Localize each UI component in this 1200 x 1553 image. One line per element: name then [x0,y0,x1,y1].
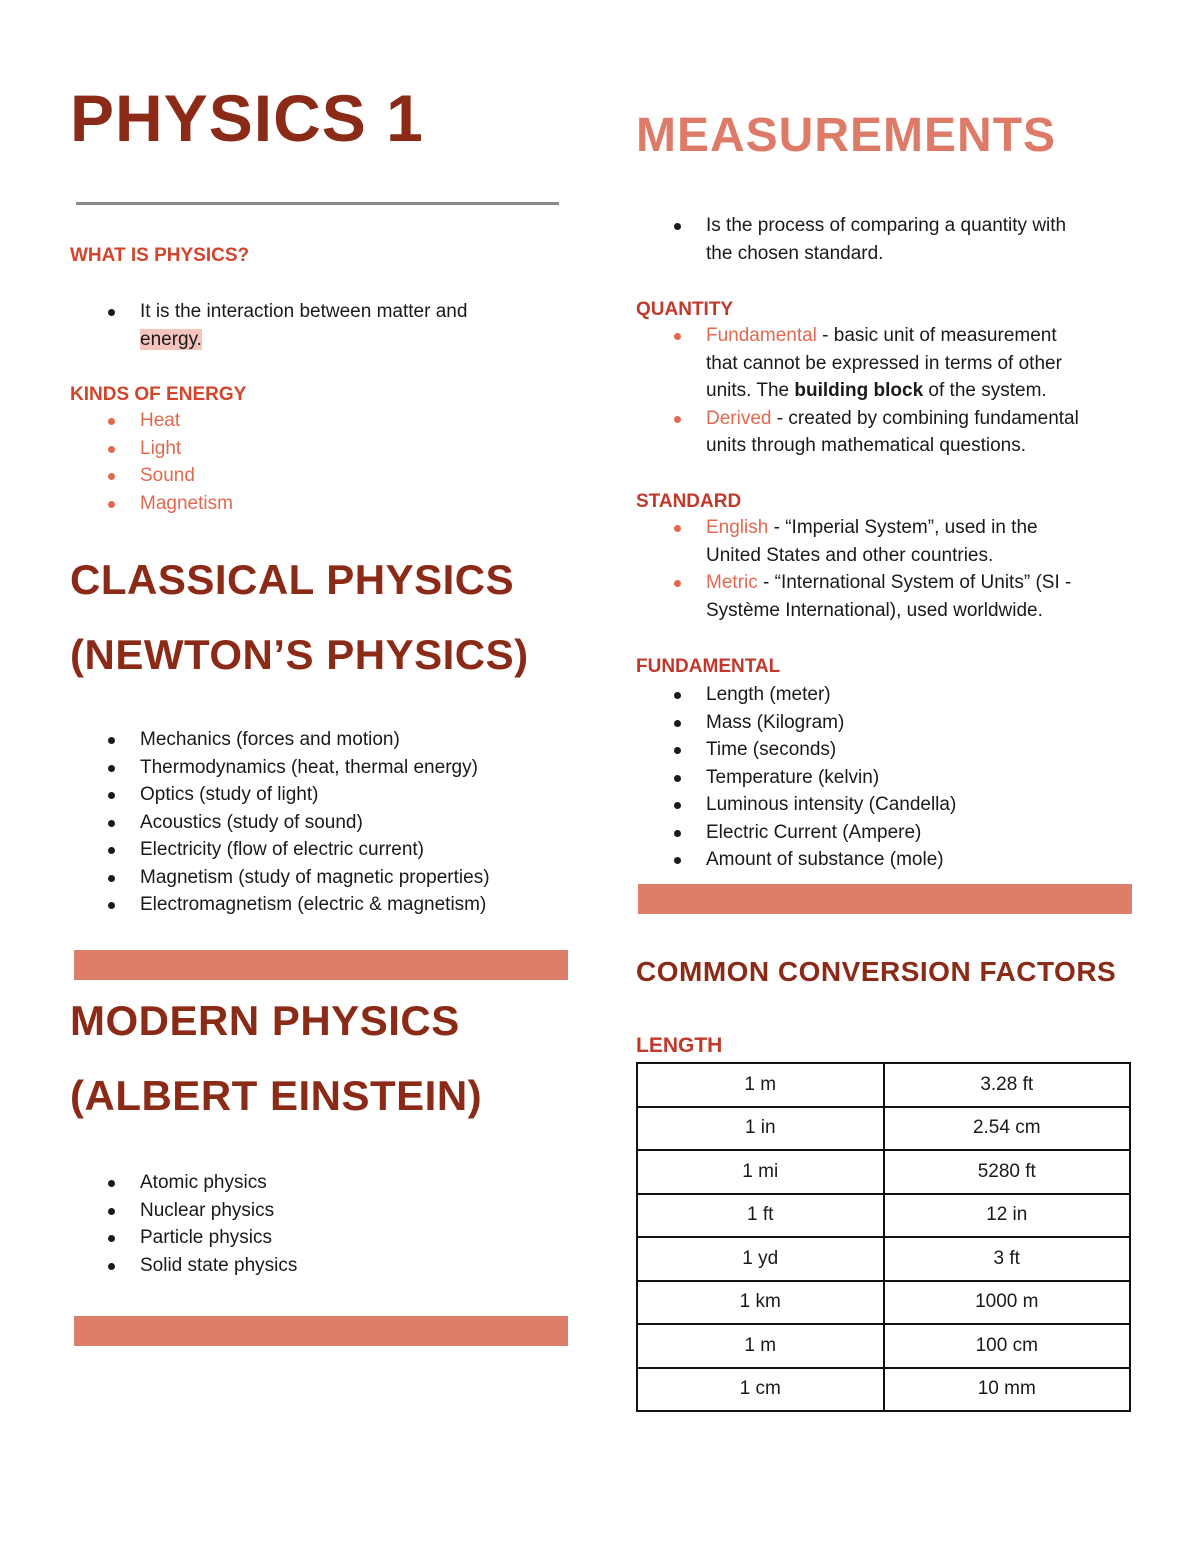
conversion-factors-title: COMMON CONVERSION FACTORS [636,956,1117,987]
equivalent-cell: 100 cm [884,1324,1131,1368]
list-item [70,726,570,754]
bullet-icon [108,765,115,772]
list-item [70,891,570,919]
measurements-title: MEASUREMENTS [636,109,1057,162]
list-item-text: Magnetism (study of magnetic properties) [140,866,490,888]
table-row [637,1368,1130,1412]
measurements-definition-list [636,212,1136,267]
table-row [637,1063,1130,1107]
unit-cell: 1 in [637,1107,884,1151]
bullet-icon [108,1235,115,1242]
list-item [636,322,1156,405]
equivalent-cell: 5280 ft [884,1150,1131,1194]
list-item [70,1197,550,1225]
list-item [70,490,550,518]
bullet-icon [108,1180,115,1187]
list-item-text: Acoustics (study of sound) [140,811,363,833]
list-item [636,846,1156,874]
text: United States and other countries. [706,544,994,566]
table-row [637,1107,1130,1151]
classical-physics-subtitle: (NEWTON’S PHYSICS) [70,631,529,678]
text: - “Imperial System”, used in the [768,517,1038,538]
table-row [637,1324,1130,1368]
list-item [70,754,570,782]
bullet-icon [674,416,681,423]
section-divider-bar [74,950,568,980]
bullet-icon [674,720,681,727]
page-title: PHYSICS 1 [70,81,424,155]
bullet-icon [108,309,115,316]
bullet-icon [108,1208,115,1215]
list-item-text: Length (meter) [706,684,831,705]
definition-text-cont: the chosen standard. [706,242,884,264]
list-item [636,569,1156,624]
bullet-icon [674,830,681,837]
length-conversion-table [636,1062,1131,1412]
list-item [70,407,550,435]
text: units. The [706,380,795,401]
equivalent-cell: 12 in [884,1194,1131,1238]
text: Système International), used worldwide. [706,599,1043,621]
unit-cell: 1 cm [637,1368,884,1412]
table-row [637,1194,1130,1238]
list-item [70,1252,550,1280]
bullet-icon [108,473,115,480]
bullet-icon [108,820,115,827]
list-item [70,1169,550,1197]
section-divider-bar [74,1316,568,1346]
bullet-icon [674,857,681,864]
unit-cell: 1 yd [637,1237,884,1281]
unit-cell: 1 km [637,1281,884,1325]
unit-cell: 1 m [637,1063,884,1107]
section-divider-bar [638,884,1132,914]
bullet-icon [108,1263,115,1270]
title-divider [76,202,559,205]
text: of the system. [923,380,1047,401]
list-item-text: Amount of substance (mole) [706,849,944,870]
list-item [636,514,1156,569]
list-item [70,1224,550,1252]
classical-physics-list [70,726,570,919]
table-row [637,1281,1130,1325]
bullet-icon [108,847,115,854]
equivalent-cell: 1000 m [884,1281,1131,1325]
bullet-icon [108,446,115,453]
bullet-icon [674,580,681,587]
modern-physics-subtitle: (ALBERT EINSTEIN) [70,1072,483,1119]
bullet-icon [108,418,115,425]
list-item [636,736,1156,764]
list-item [636,791,1156,819]
classical-physics-title: CLASSICAL PHYSICS [70,556,515,603]
equivalent-cell: 2.54 cm [884,1107,1131,1151]
bullet-icon [108,737,115,744]
bullet-icon [108,501,115,508]
keyword-derived: Derived [706,407,772,429]
list-item-text: Electricity (flow of electric current) [140,839,425,860]
list-item [636,709,1156,737]
list-item [70,836,570,864]
list-item-text: Light [140,437,182,459]
list-item-text: Optics (study of light) [140,784,319,805]
list-item-text: Magnetism [140,492,233,514]
list-item [70,864,570,892]
list-item-text: Nuclear physics [140,1199,275,1221]
list-item-text: Mass (Kilogram) [706,711,845,733]
bullet-icon [674,802,681,809]
fundamental-heading: FUNDAMENTAL [636,656,781,677]
list-item-text: Mechanics (forces and motion) [140,729,400,750]
list-item-text: Atomic physics [140,1172,267,1193]
list-item [70,435,550,463]
quantity-list [636,322,1156,460]
bullet-icon [674,525,681,532]
standard-heading: STANDARD [636,491,742,512]
list-item [636,764,1156,792]
quantity-heading: QUANTITY [636,299,734,320]
kinds-of-energy-heading: KINDS OF ENERGY [70,384,247,405]
bullet-icon [674,747,681,754]
text: that cannot be expressed in terms of other [706,352,1062,374]
text: - “International System of Units” (SI - [757,572,1072,593]
bold-text: building block [794,380,924,401]
highlighted-word: energy. [140,328,202,350]
list-item [70,781,570,809]
list-item-text: Thermodynamics (heat, thermal energy) [140,756,478,778]
list-item-text: Sound [140,465,195,486]
list-item-text: Electric Current (Ampere) [706,821,922,843]
list-item [70,809,570,837]
table-row [637,1150,1130,1194]
list-item [636,681,1156,709]
text: - basic unit of measurement [816,325,1057,346]
table-row [637,1237,1130,1281]
list-item-text: Luminous intensity (Candella) [706,794,957,815]
keyword-fundamental: Fundamental [706,325,817,346]
list-item [70,298,550,353]
equivalent-cell: 3.28 ft [884,1063,1131,1107]
what-is-physics-heading: WHAT IS PHYSICS? [70,245,250,266]
list-item-text: Solid state physics [140,1254,298,1276]
equivalent-cell: 3 ft [884,1237,1131,1281]
fundamental-units-list [636,681,1156,874]
list-item [636,819,1156,847]
bullet-icon [108,902,115,909]
kinds-of-energy-list [70,407,550,517]
definition-text: Is the process of comparing a quantity with [706,215,1067,236]
list-item [70,462,550,490]
standard-list [636,514,1156,624]
text: - created by combining fundamental [771,407,1079,429]
modern-physics-title: MODERN PHYSICS [70,997,460,1044]
bullet-icon [674,223,681,230]
length-heading: LENGTH [636,1034,723,1057]
list-item-text: Time (seconds) [706,739,837,760]
definition-text: It is the interaction between matter and [140,301,468,322]
modern-physics-list [70,1169,550,1279]
keyword-english: English [706,517,769,538]
keyword-metric: Metric [706,572,758,593]
bullet-icon [674,692,681,699]
list-item-text: Temperature (kelvin) [706,766,880,788]
unit-cell: 1 m [637,1324,884,1368]
list-item [636,405,1156,460]
list-item [636,212,1136,267]
bullet-icon [108,792,115,799]
list-item-text: Particle physics [140,1227,272,1248]
what-is-physics-list [70,298,550,353]
bullet-icon [108,875,115,882]
equivalent-cell: 10 mm [884,1368,1131,1412]
bullet-icon [674,333,681,340]
text: units through mathematical questions. [706,435,1027,456]
unit-cell: 1 ft [637,1194,884,1238]
list-item-text: Heat [140,410,181,431]
list-item-text: Electromagnetism (electric & magnetism) [140,894,487,915]
unit-cell: 1 mi [637,1150,884,1194]
bullet-icon [674,775,681,782]
